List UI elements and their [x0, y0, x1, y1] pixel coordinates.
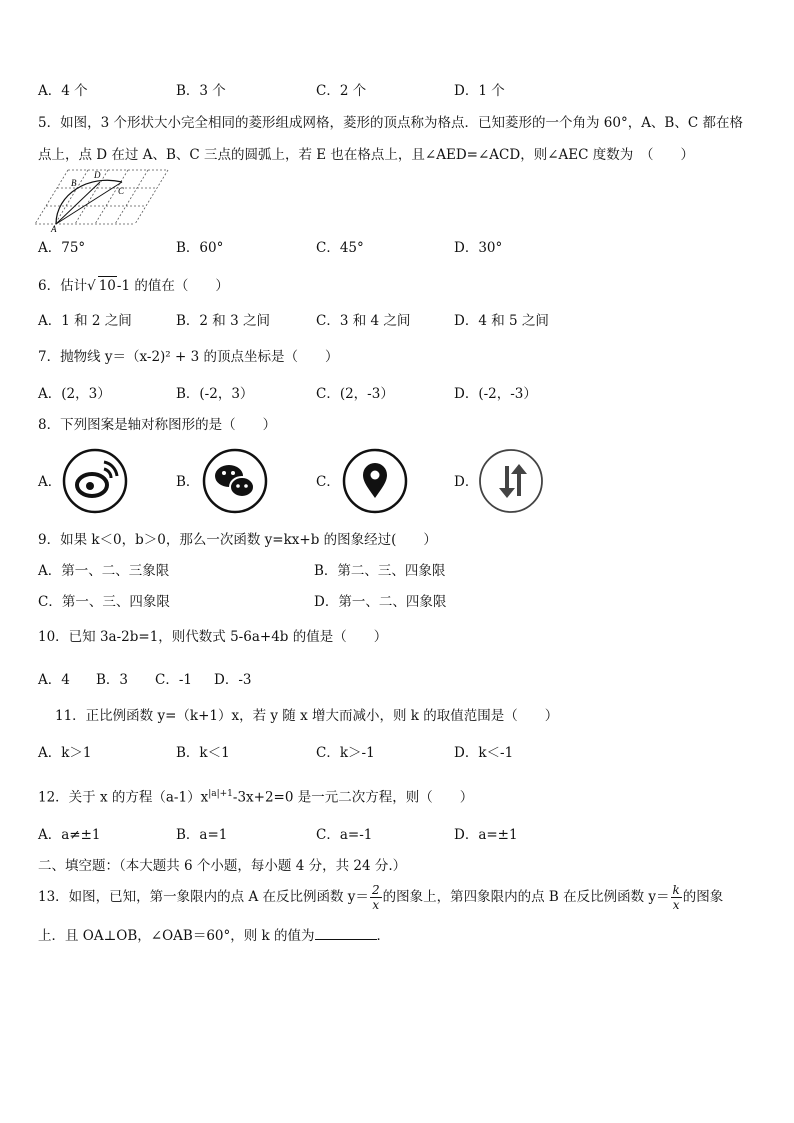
q11-option-b: B．k＜1	[176, 745, 230, 761]
q5-label-d: D	[94, 170, 101, 180]
q12-option-b: B．a=1	[176, 827, 228, 843]
q5-option-b: B．60°	[176, 240, 224, 256]
q8-label-c: C．	[316, 474, 340, 490]
q10-option-b: B．3	[96, 672, 129, 688]
q11-option-c: C．k＞-1	[316, 745, 375, 761]
q10-option-a: A．4	[38, 672, 70, 688]
q5-option-c: C．45°	[316, 240, 364, 256]
q13-stem-line2	[38, 927, 390, 945]
q12-stem	[38, 785, 473, 807]
q4-option-c: C．2 个	[316, 83, 367, 99]
q6-stem-post: -1 的值在（ ）	[116, 278, 229, 294]
q5-stem-line2: 点上，点 D 在过 A、B、C 三点的圆弧上，若 E 也在格点上，且∠AED=∠ACD，则∠AEC 度数为 （ ）	[38, 147, 694, 163]
q6-option-d: D．4 和 5 之间	[454, 313, 549, 329]
q4-option-a: A．4 个	[38, 83, 88, 99]
q7-option-d: D．(-2，-3）	[454, 386, 537, 402]
q12-exponent: |a|+1	[208, 789, 233, 799]
q5-label-c: C	[118, 186, 125, 196]
q10-stem: 10．已知 3a-2b=1，则代数式 5-6a+4b 的值是（ ）	[38, 629, 388, 645]
q7-option-c: C．(2，-3）	[316, 386, 394, 402]
q5-rhombus-grid-figure	[34, 166, 170, 232]
q5-label-a: A	[51, 224, 57, 232]
q9-option-a: A．第一、二、三象限	[38, 563, 170, 579]
q8-label-a: A．	[38, 474, 62, 490]
up-down-arrows-icon	[476, 446, 546, 516]
q13-text-part3: 的图象	[682, 889, 724, 905]
q4-option-b: B．3 个	[176, 83, 226, 99]
q6-stem-pre: 6．估计	[38, 278, 88, 294]
q11-stem: 11．正比例函数 y=（k+1）x，若 y 随 x 增大而减小，则 k 的取值范围是（ ）	[55, 708, 559, 724]
q13-answer-blank[interactable]	[315, 927, 377, 940]
q6-option-a: A．1 和 2 之间	[38, 313, 132, 329]
q12-stem-pre: 12．关于 x 的方程（a-1）x	[38, 789, 209, 806]
q13-frac2-denominator: x	[672, 898, 680, 912]
q13-frac1-denominator: x	[372, 898, 380, 912]
q13-text-part1: 13．如图，已知，第一象限内的点 A 在反比例函数 y＝	[38, 889, 369, 905]
q9-option-c: C．第一、三、四象限	[38, 594, 170, 610]
q6-option-c: C．3 和 4 之间	[316, 313, 411, 329]
q11-option-d: D．k＜-1	[454, 745, 514, 761]
q13-line2-text: 上．且 OA⊥OB，∠OAB＝60°，则 k 的值为	[38, 928, 315, 944]
q8-stem: 8．下列图案是轴对称图形的是（ ）	[38, 417, 277, 433]
weibo-logo-icon	[60, 446, 130, 516]
q5-label-b: B	[71, 178, 77, 188]
q11-option-a: A．k＞1	[38, 745, 92, 761]
sqrt-sign: √	[87, 278, 96, 294]
q10-option-d: D．-3	[214, 672, 252, 688]
q7-option-b: B．(-2，3）	[176, 386, 254, 402]
q13-fraction-k-over-x	[671, 883, 682, 912]
q13-frac1-numerator: 2	[371, 883, 380, 897]
section-title-fill-in: 二、填空题：（本大题共 6 个小题，每小题 4 分，共 24 分.）	[38, 858, 407, 874]
q7-stem: 7．抛物线 y＝（x-2)² + 3 的顶点坐标是（ ）	[38, 349, 339, 365]
q12-option-a: A．a≠±1	[38, 827, 101, 843]
wechat-logo-icon	[200, 446, 270, 516]
q6-option-b: B．2 和 3 之间	[176, 313, 270, 329]
location-pin-icon	[340, 446, 410, 516]
q13-line2-end: ．	[376, 928, 391, 944]
q9-option-d: D．第一、二、四象限	[314, 594, 447, 610]
q12-stem-post: -3x+2=0 是一元二次方程，则（ ）	[232, 789, 474, 806]
q4-option-d: D．1 个	[454, 83, 505, 99]
q12-option-c: C．a=-1	[316, 827, 373, 843]
q5-stem-line1: 5．如图，3 个形状大小完全相同的菱形组成网格，菱形的顶点称为格点．已知菱形的一个角为 60°，A、B、C 都在格	[38, 115, 743, 131]
q13-text-part2: 的图象上，第四象限内的点 B 在反比例函数 y＝	[382, 889, 670, 905]
q6-radicand: 10	[98, 278, 116, 294]
q12-option-d: D．a=±1	[454, 827, 518, 843]
q10-option-c: C．-1	[155, 672, 192, 688]
q13-frac2-numerator: k	[672, 883, 680, 897]
q6-stem	[38, 276, 229, 295]
q8-label-b: B．	[176, 474, 200, 490]
q8-label-d: D．	[454, 474, 479, 490]
q5-option-a: A．75°	[38, 240, 86, 256]
q13-stem-line1	[38, 882, 723, 912]
q7-option-a: A．(2，3）	[38, 386, 111, 402]
q9-option-b: B．第二、三、四象限	[314, 563, 446, 579]
q9-stem: 9．如果 k＜0，b＞0，那么一次函数 y=kx+b 的图象经过( ）	[38, 532, 437, 548]
q13-fraction-2-over-x	[370, 883, 382, 912]
q5-option-d: D．30°	[454, 240, 503, 256]
